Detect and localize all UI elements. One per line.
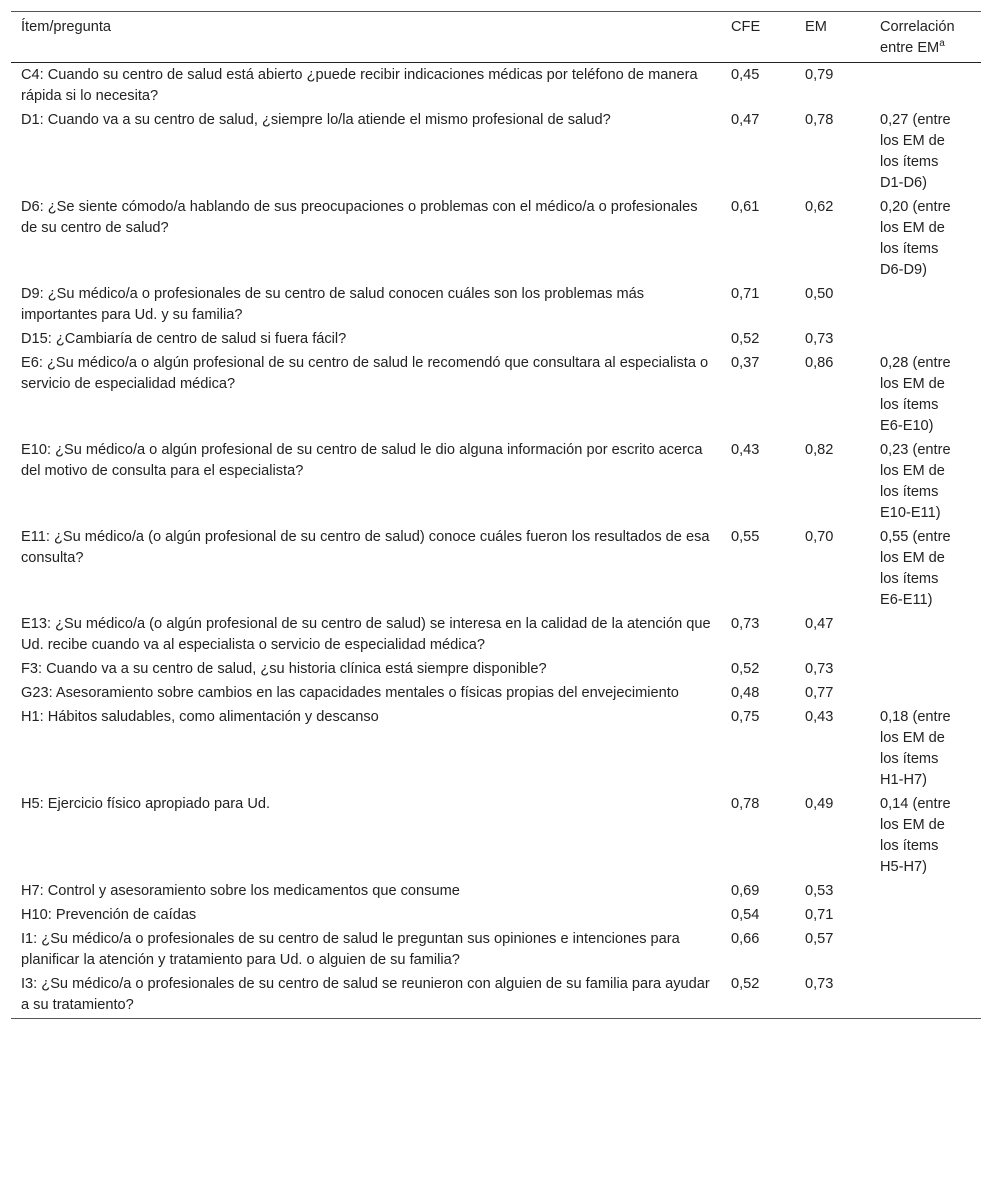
cell-em: 0,73 [805,976,834,992]
table-row [11,526,981,613]
cell-em: 0,77 [805,685,834,701]
cell-em: 0,50 [805,286,834,302]
cell-correlation [870,283,981,328]
cell-correlation: 0,27 (entre los EM de los ítems D1-D6) [880,112,951,191]
table-row [11,109,981,196]
header-em: EM [805,19,827,35]
table-row [11,613,981,658]
header-row [11,12,981,63]
cell-cfe: 0,73 [731,616,760,632]
cell-cfe: 0,66 [731,931,760,947]
cell-cfe: 0,75 [731,709,760,725]
cell-item: D6: ¿Se siente cómodo/a hablando de sus preocupaciones o problemas con el médico/a o profesionales de su centro de salud? [21,199,698,236]
cell-em: 0,53 [805,883,834,899]
cell-cfe: 0,61 [731,199,760,215]
cell-cfe: 0,71 [731,286,760,302]
cell-item: F3: Cuando va a su centro de salud, ¿su historia clínica está siempre disponible? [21,661,547,677]
cell-correlation [870,63,981,110]
table-row [11,352,981,439]
table-row [11,328,981,352]
cell-item: I1: ¿Su médico/a o profesionales de su centro de salud le preguntan sus opiniones e intenciones para planificar la atención y tratamiento para Ud. o alguien de su familia? [21,931,680,968]
cell-em: 0,47 [805,616,834,632]
table-row [11,706,981,793]
table-row [11,973,981,1019]
cell-em: 0,73 [805,661,834,677]
header-correlation-label: Correlación entre EM [880,19,955,56]
cell-cfe: 0,78 [731,796,760,812]
table-row [11,196,981,283]
cell-correlation [870,880,981,904]
cell-cfe: 0,54 [731,907,760,923]
cell-cfe: 0,43 [731,442,760,458]
cell-correlation: 0,20 (entre los EM de los ítems D6-D9) [880,199,951,278]
cell-item: I3: ¿Su médico/a o profesionales de su centro de salud se reunieron con alguien de su familia para ayudar a su tratamiento? [21,976,710,1013]
cell-correlation: 0,55 (entre los EM de los ítems E6-E11) [880,529,951,608]
cell-cfe: 0,69 [731,883,760,899]
cell-correlation [870,928,981,973]
cell-item: C4: Cuando su centro de salud está abierto ¿puede recibir indicaciones médicas por teléfono de manera rápida si lo necesita? [21,67,698,104]
cell-item: D1: Cuando va a su centro de salud, ¿siempre lo/la atiende el mismo profesional de salud? [21,112,611,128]
cell-em: 0,49 [805,796,834,812]
cell-em: 0,78 [805,112,834,128]
table-row [11,682,981,706]
table-header [11,12,981,63]
header-correlation-footnote: a [939,38,945,50]
cell-em: 0,73 [805,331,834,347]
cell-em: 0,86 [805,355,834,371]
cell-cfe: 0,55 [731,529,760,545]
cell-item: H5: Ejercicio físico apropiado para Ud. [21,796,271,812]
table-row [11,928,981,973]
table-row [11,904,981,928]
cell-correlation: 0,14 (entre los EM de los ítems H5-H7) [880,796,951,875]
cell-correlation [870,973,981,1019]
cell-em: 0,82 [805,442,834,458]
table-row [11,658,981,682]
cell-item: G23: Asesoramiento sobre cambios en las capacidades mentales o físicas propias del envejecimiento [21,685,679,701]
table-row [11,439,981,526]
cell-item: D9: ¿Su médico/a o profesionales de su centro de salud conocen cuáles son los problemas más importantes para Ud. y su familia? [21,286,645,323]
header-cfe: CFE [731,19,761,35]
cell-item: H10: Prevención de caídas [21,907,197,923]
cell-em: 0,79 [805,67,834,83]
table-row [11,880,981,904]
table-row [11,63,981,110]
data-table [11,11,981,1019]
cell-correlation [870,682,981,706]
cell-em: 0,43 [805,709,834,725]
cell-em: 0,71 [805,907,834,923]
cell-item: E10: ¿Su médico/a o algún profesional de su centro de salud le dio alguna información por escrito acerca del motivo de consulta para el especialista? [21,442,703,479]
cell-em: 0,57 [805,931,834,947]
cell-cfe: 0,52 [731,331,760,347]
cell-cfe: 0,47 [731,112,760,128]
cell-correlation: 0,28 (entre los EM de los ítems E6-E10) [880,355,951,434]
cell-correlation: 0,18 (entre los EM de los ítems H1-H7) [880,709,951,788]
cell-correlation [870,613,981,658]
cell-item: E6: ¿Su médico/a o algún profesional de su centro de salud le recomendó que consultara al especialista o servicio de especialidad médica? [21,355,709,392]
cell-correlation [870,658,981,682]
cell-correlation [870,904,981,928]
cell-item: H7: Control y asesoramiento sobre los medicamentos que consume [21,883,460,899]
table-row [11,793,981,880]
cell-item: D15: ¿Cambiaría de centro de salud si fuera fácil? [21,331,347,347]
cell-cfe: 0,52 [731,661,760,677]
cell-item: H1: Hábitos saludables, como alimentación y descanso [21,709,379,725]
table-row [11,283,981,328]
cell-cfe: 0,45 [731,67,760,83]
cell-em: 0,70 [805,529,834,545]
cell-cfe: 0,48 [731,685,760,701]
header-item: Ítem/pregunta [21,19,112,35]
header-correlation [870,12,981,63]
cell-cfe: 0,52 [731,976,760,992]
cell-em: 0,62 [805,199,834,215]
table-body [11,63,981,1019]
cell-item: E11: ¿Su médico/a (o algún profesional de su centro de salud) conoce cuáles fueron los resultados de esa consulta? [21,529,710,566]
cell-item: E13: ¿Su médico/a (o algún profesional de su centro de salud) se interesa en la calidad de la atención que Ud. recibe cuando va al especialista o servicio de especialidad médica? [21,616,711,653]
cell-correlation: 0,23 (entre los EM de los ítems E10-E11) [880,442,951,521]
cell-cfe: 0,37 [731,355,760,371]
cell-correlation [870,328,981,352]
